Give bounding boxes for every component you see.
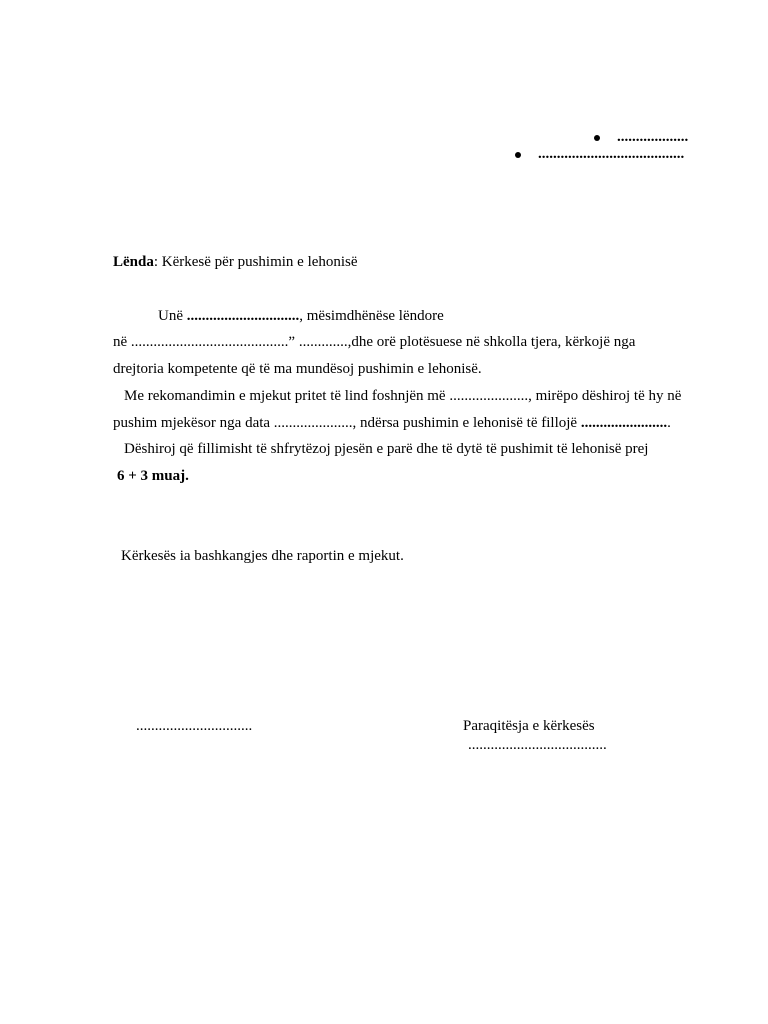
duration-text: 6 + 3 muaj — [117, 468, 186, 484]
address-line-1: ................... — [617, 129, 689, 145]
address-line-2: ....................................... — [538, 146, 685, 162]
body-text: Unë — [158, 308, 187, 324]
subject-label: Lënda — [113, 254, 154, 270]
body-line: në ..........................................” .............,dhe orë plotësuese në shkolla tjera, kërkojë nga — [113, 334, 636, 350]
body-text: . — [185, 468, 189, 484]
body-text: pushim mjekësor nga data ....................., ndërsa pushimin e lehonisë të fillojë — [113, 415, 581, 431]
bullet-icon — [515, 152, 521, 158]
subject-text: : Kërkesë për pushimin e lehonisë — [153, 254, 358, 270]
place-date-blank: ............................... — [136, 718, 253, 734]
subject-line — [113, 254, 358, 271]
bullet-icon — [594, 135, 600, 141]
body-line — [158, 308, 444, 325]
attachment-note: Kërkesës ia bashkangjes dhe raportin e mjekut. — [121, 548, 404, 564]
date-blank: ....................... — [580, 415, 668, 431]
name-blank: .............................. — [186, 308, 300, 324]
body-text: . — [667, 415, 671, 431]
body-line: Dëshiroj që fillimisht të shfrytëzoj pjesën e parë dhe të dytë të pushimit të lehonisë prej — [124, 441, 649, 457]
body-text: , mësimdhënëse lëndore — [299, 308, 444, 324]
signature-blank: ..................................... — [468, 737, 607, 753]
body-line: drejtoria kompetente që të ma mundësoj pushimin e lehonisë. — [113, 361, 482, 377]
body-line — [117, 468, 189, 485]
signer-label: Paraqitësja e kërkesës — [463, 718, 595, 734]
body-line: Me rekomandimin e mjekut pritet të lind foshnjën më ....................., mirëpo dëshiroj të hy në — [124, 388, 682, 404]
body-line — [113, 415, 671, 432]
